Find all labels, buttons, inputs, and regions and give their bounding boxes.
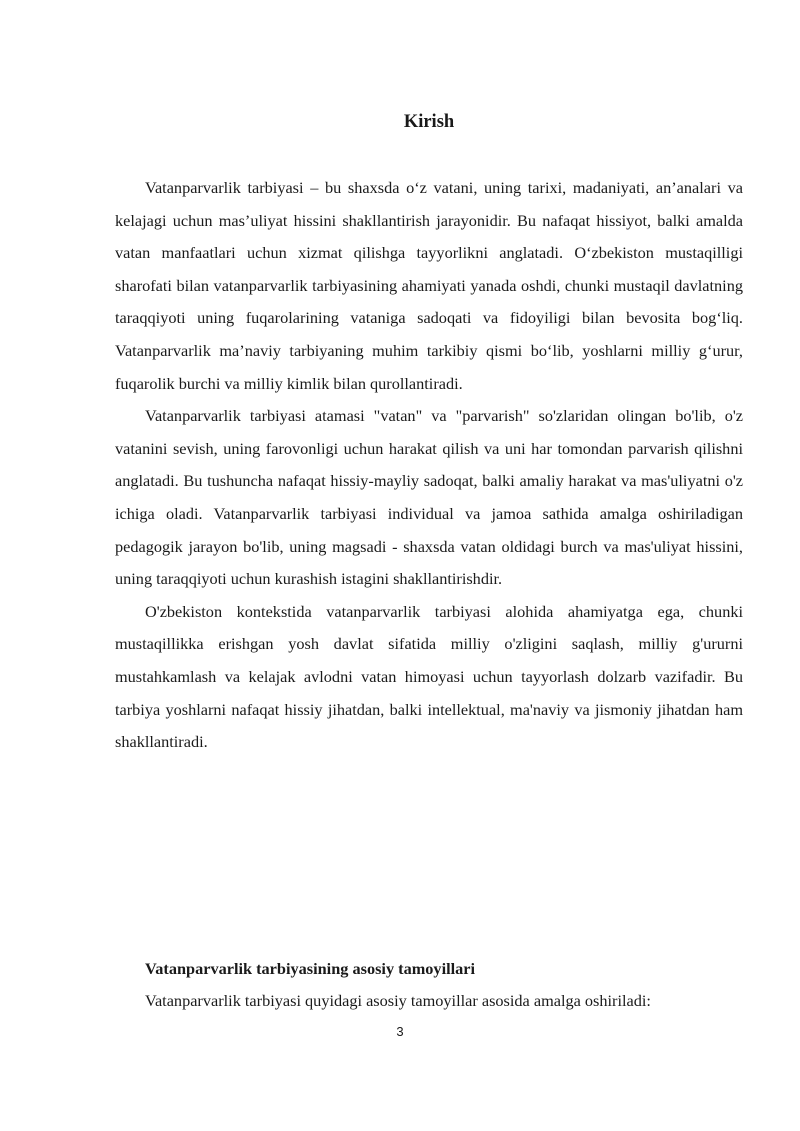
page-number: 3 — [396, 1024, 404, 1039]
body-paragraph-3: O'zbekiston kontekstida vatanparvarlik tarbiyasi alohida ahamiyatga ega, chunki mustaqillikka erishgan yosh davlat sifatida milliy o'zligini saqlash, milliy g'ururni mustahkamlash va kelajak avlodni vatan himoyasi uchun tayyorlash dolzarb vazifadir. Bu tarbiya yoshlarni nafaqat hissiy jihatdan, balki intellektual, ma'naviy va jismoniy jihatdan ham shakllantiradi. — [115, 601, 743, 752]
intro-section — [115, 172, 743, 759]
body-paragraph-2: Vatanparvarlik tarbiyasi atamasi "vatan" va "parvarish" so'zlaridan olingan bo'lib, o'z vatanini sevish, uning farovonligi uchun harakat qilish va uni har tomondan parvarish qilishni anglatadi. Bu tushuncha nafaqat hissiy-mayliy sadoqat, balki amaliy harakat va mas'uliyatni o'z ichiga oladi. Vatanparvarlik tarbiyasi individual va jamoa sathida amalga oshiriladigan pedagogik jarayon bo'lib, uning magsadi - shaxsda vatan oldidagi burch va mas'uliyat hissini, uning taraqqiyoti uchun kurashish istagini shakllantirishdir. — [115, 406, 743, 589]
section-paragraph: Vatanparvarlik tarbiyasi quyidagi asosiy tamoyillar asosida amalga oshiriladi: — [145, 991, 651, 1010]
body-paragraph-1: Vatanparvarlik tarbiyasi – bu shaxsda o‘z vatani, uning tarixi, madaniyati, an’analari va kelajagi uchun mas’uliyat hissini shakllantirish jarayonidir. Bu nafaqat hissiyot, balki amalda vatan manfaatlari uchun xizmat qilishga tayyorlikni anglatadi. O‘zbekiston mustaqilligi sharofati bilan vatanparvarlik tarbiyasining ahamiyati yanada oshdi, chunki mustaqil davlatning taraqqiyoti uning fuqarolarining vataniga sadoqati va fidoyiligi bilan bevosita bog‘liq. Vatanparvarlik ma’naviy tarbiyaning muhim tarkibiy qismi bo‘lib, yoshlarni milliy g‘urur, fuqarolik burchi va milliy kimlik bilan qurollantiradi. — [115, 178, 743, 393]
section-heading: Vatanparvarlik tarbiyasining asosiy tamoyillari — [145, 959, 476, 978]
page-title: Kirish — [403, 112, 455, 132]
